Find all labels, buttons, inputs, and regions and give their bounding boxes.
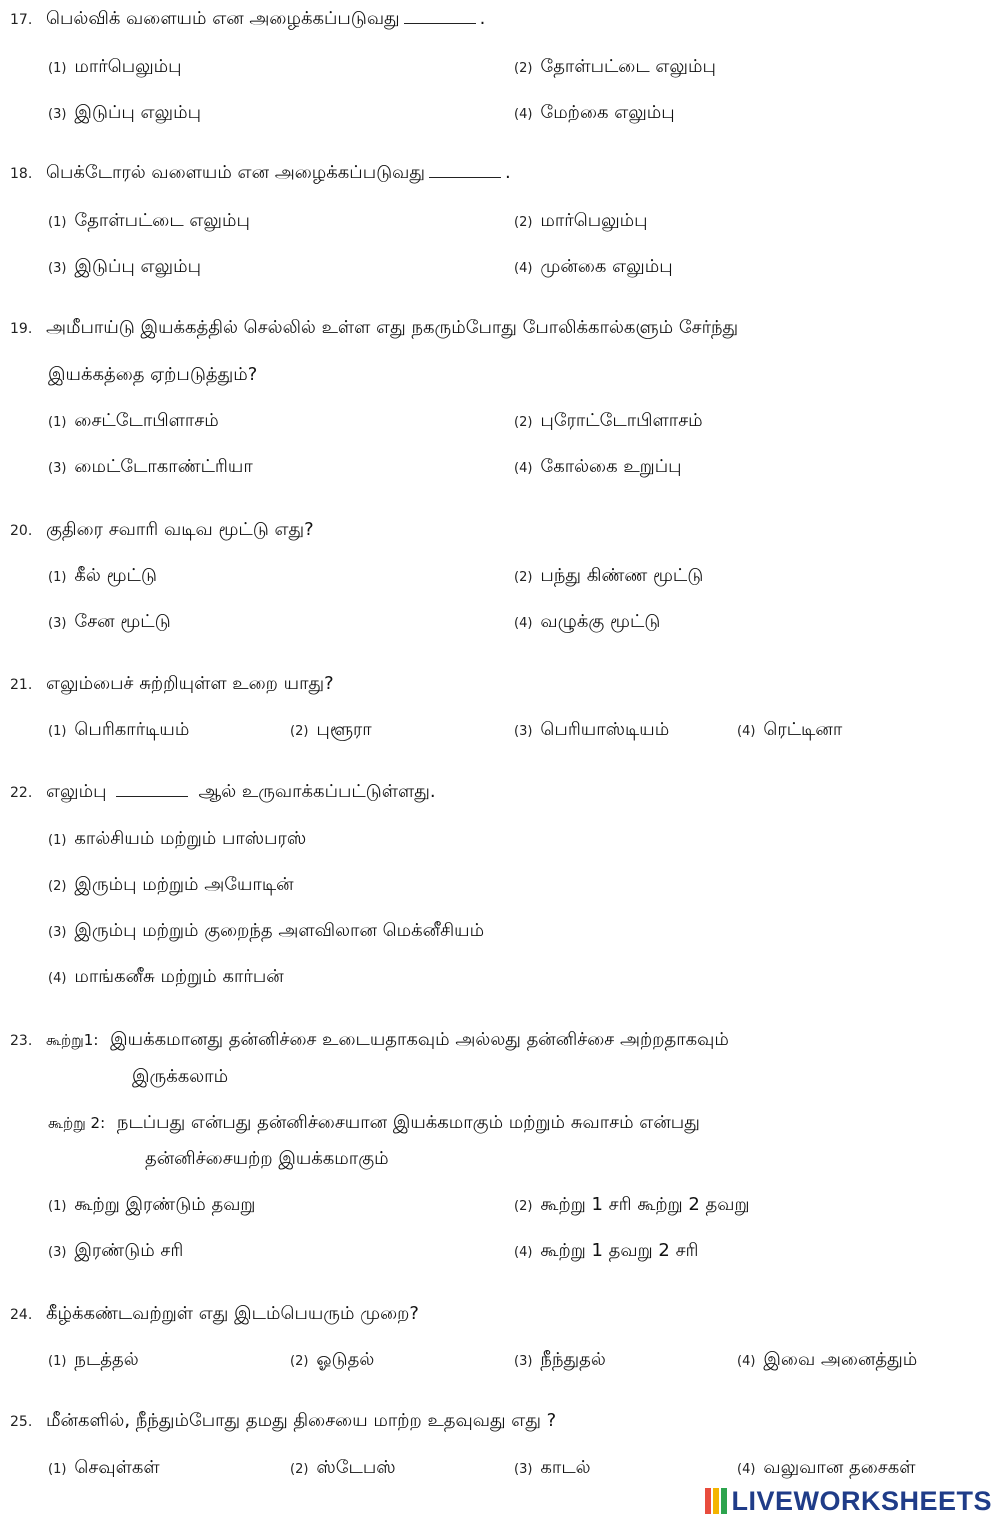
option-text: வழுக்கு மூட்டு: [540, 611, 661, 632]
option-22-3[interactable]: [48, 918, 484, 946]
option-number: (3): [48, 107, 67, 122]
option-number: (4): [737, 724, 756, 739]
question-text-end: .: [479, 8, 486, 29]
option-23-3[interactable]: [48, 1238, 183, 1266]
question-text: எலும்பைச் சுற்றியுள்ள உறை யாது?: [46, 673, 334, 694]
statement-2-text: நடப்பது என்பது தன்னிச்சையான இயக்கமாகும் மற்றும் சுவாசம் என்பது: [116, 1112, 700, 1133]
option-18-2[interactable]: [514, 208, 648, 236]
option-20-4[interactable]: [514, 609, 660, 637]
question-number: 25.: [10, 1414, 33, 1430]
option-text: ஸ்டேபஸ்: [316, 1457, 396, 1478]
option-text: பெரியாஸ்டியம்: [540, 719, 670, 740]
option-text: இரும்பு மற்றும் குறைந்த அளவிலான மெக்னீசியம்: [74, 920, 485, 941]
option-number: (1): [48, 833, 67, 848]
option-24-4[interactable]: [737, 1347, 917, 1375]
option-text: மைட்டோகாண்ட்ரியா: [74, 456, 253, 477]
option-number: (1): [48, 724, 67, 739]
question-24: [10, 1301, 419, 1328]
liveworksheets-watermark[interactable]: [705, 1486, 992, 1516]
statement-2: [48, 1110, 700, 1136]
question-text: குதிரை சவாரி வடிவ மூட்டு எது?: [46, 519, 314, 540]
option-number: (3): [514, 724, 533, 739]
option-text: மாங்கனீசு மற்றும் கார்பன்: [74, 966, 284, 987]
option-25-3[interactable]: [514, 1455, 591, 1483]
option-text: புளூரா: [316, 719, 372, 740]
option-text: பெரிகார்டியம்: [74, 719, 190, 740]
option-text: கால்சியம் மற்றும் பாஸ்பரஸ்: [74, 828, 307, 849]
question-25: [10, 1408, 556, 1435]
option-21-3[interactable]: [514, 717, 669, 745]
question-number: 17.: [10, 12, 33, 28]
watermark-text: LIVEWORKSHEETS: [731, 1485, 992, 1516]
option-text: செவுள்கள்: [74, 1457, 160, 1478]
liveworksheets-logo-icon: [705, 1488, 727, 1514]
option-number: (1): [48, 570, 67, 585]
question-number: 21.: [10, 677, 33, 693]
option-text: பந்து கிண்ண மூட்டு: [540, 565, 704, 586]
question-19-cont: இயக்கத்தை ஏற்படுத்தும்?: [48, 364, 258, 385]
answer-blank[interactable]: [116, 780, 188, 797]
question-number: 22.: [10, 785, 33, 801]
option-text: நடத்தல்: [74, 1349, 139, 1370]
option-text: சேன மூட்டு: [74, 611, 171, 632]
option-17-4[interactable]: [514, 100, 675, 128]
statement-1-text: இயக்கமானது தன்னிச்சை உடையதாகவும் அல்லது தன்னிச்சை அற்றதாகவும்: [110, 1029, 729, 1050]
question-text: எலும்பு: [46, 781, 107, 802]
option-number: (2): [290, 1462, 309, 1477]
option-24-3[interactable]: [514, 1347, 606, 1375]
option-number: (3): [48, 461, 67, 476]
option-text: கீல் மூட்டு: [74, 565, 157, 586]
option-22-2[interactable]: [48, 872, 294, 900]
option-number: (2): [514, 415, 533, 430]
question-18: [10, 160, 511, 187]
statement-2-cont: தன்னிச்சையற்ற இயக்கமாகும்: [145, 1148, 389, 1169]
option-number: (1): [48, 1354, 67, 1369]
option-19-2[interactable]: [514, 408, 703, 436]
question-text: மீன்களில், நீந்தும்போது தமது திசையை மாற்ற உதவுவது எது ?: [46, 1410, 557, 1431]
option-text: கூற்று இரண்டும் தவறு: [74, 1194, 256, 1215]
option-number: (1): [48, 1199, 67, 1214]
option-text: இடுப்பு எலும்பு: [74, 256, 201, 277]
option-text: சைட்டோபிளாசம்: [74, 410, 219, 431]
option-number: (1): [48, 415, 67, 430]
option-20-2[interactable]: [514, 563, 703, 591]
option-number: (3): [48, 925, 67, 940]
option-21-1[interactable]: [48, 717, 189, 745]
option-number: (1): [48, 61, 67, 76]
answer-blank[interactable]: [404, 7, 476, 24]
question-text-end: .: [505, 162, 511, 183]
option-text: மார்பெலும்பு: [74, 56, 182, 77]
question-number: 20.: [10, 523, 33, 539]
option-number: (1): [48, 215, 67, 230]
option-text: புரோட்டோபிளாசம்: [540, 410, 703, 431]
option-23-4[interactable]: [514, 1238, 698, 1266]
option-number: (3): [514, 1462, 533, 1477]
option-text: ரெட்டினா: [763, 719, 843, 740]
option-number: (2): [290, 1354, 309, 1369]
question-21: [10, 671, 334, 698]
option-number: (2): [514, 215, 533, 230]
statement-1-label: கூற்று1:: [46, 1031, 99, 1049]
option-text: தோள்பட்டை எலும்பு: [74, 210, 250, 231]
statement-2-label: கூற்று 2:: [48, 1114, 106, 1132]
option-number: (4): [48, 971, 67, 986]
option-text: நீந்துதல்: [540, 1349, 606, 1370]
question-text-end: ஆல் உருவாக்கப்பட்டுள்ளது.: [198, 781, 436, 802]
option-19-4[interactable]: [514, 454, 682, 482]
option-text: இரண்டும் சரி: [74, 1240, 184, 1261]
option-22-4[interactable]: [48, 964, 284, 992]
option-text: கூற்று 1 சரி கூற்று 2 தவறு: [540, 1194, 750, 1215]
question-number: 18.: [10, 166, 33, 182]
option-24-2[interactable]: [290, 1347, 374, 1375]
option-text: வலுவான தசைகள்: [763, 1457, 916, 1478]
answer-blank[interactable]: [429, 161, 501, 178]
option-21-4[interactable]: [737, 717, 842, 745]
option-text: இரும்பு மற்றும் அயோடின்: [74, 874, 294, 895]
question-17: [10, 6, 485, 33]
option-25-4[interactable]: [737, 1455, 915, 1483]
question-number: 23.: [10, 1033, 33, 1049]
option-25-1[interactable]: [48, 1455, 160, 1483]
question-23: [10, 1027, 729, 1054]
option-number: (2): [290, 724, 309, 739]
option-text: தோள்பட்டை எலும்பு: [540, 56, 716, 77]
option-text: இடுப்பு எலும்பு: [74, 102, 201, 123]
option-text: முன்கை எலும்பு: [540, 256, 673, 277]
option-number: (4): [514, 1245, 533, 1260]
option-number: (2): [48, 879, 67, 894]
option-17-1[interactable]: [48, 54, 182, 82]
option-18-1[interactable]: [48, 208, 250, 236]
option-text: கூற்று 1 தவறு 2 சரி: [540, 1240, 699, 1261]
question-text: அமீபாய்டு இயக்கத்தில் செல்லில் உள்ள எது நகரும்போது போலிக்கால்களும் சேர்ந்து: [46, 317, 739, 338]
option-17-2[interactable]: [514, 54, 716, 82]
option-text: மேற்கை எலும்பு: [540, 102, 675, 123]
option-18-4[interactable]: [514, 254, 673, 282]
statement-1-cont: இருக்கலாம்: [132, 1066, 229, 1087]
option-text: ஓடுதல்: [316, 1349, 375, 1370]
option-text: காடல்: [540, 1457, 591, 1478]
option-number: (2): [514, 570, 533, 585]
option-number: (4): [737, 1462, 756, 1477]
option-24-1[interactable]: [48, 1347, 139, 1375]
option-23-2[interactable]: [514, 1192, 750, 1220]
option-25-2[interactable]: [290, 1455, 396, 1483]
option-number: (4): [514, 616, 533, 631]
option-17-3[interactable]: [48, 100, 201, 128]
option-22-1[interactable]: [48, 826, 306, 854]
question-20: [10, 517, 314, 544]
question-text: பெல்விக் வளையம் என அழைக்கப்படுவது: [46, 8, 400, 29]
option-20-3[interactable]: [48, 609, 171, 637]
option-18-3[interactable]: [48, 254, 201, 282]
option-number: (4): [514, 461, 533, 476]
option-number: (4): [514, 261, 533, 276]
option-23-1[interactable]: [48, 1192, 255, 1220]
option-19-3[interactable]: [48, 454, 253, 482]
option-number: (4): [737, 1354, 756, 1369]
option-21-2[interactable]: [290, 717, 372, 745]
option-text: கோல்கை உறுப்பு: [540, 456, 682, 477]
option-number: (2): [514, 61, 533, 76]
option-text: மார்பெலும்பு: [540, 210, 648, 231]
question-number: 24.: [10, 1307, 33, 1323]
option-20-1[interactable]: [48, 563, 157, 591]
question-text: கீழ்க்கண்டவற்றுள் எது இடம்பெயரும் முறை?: [46, 1303, 419, 1324]
option-number: (4): [514, 107, 533, 122]
option-number: (3): [48, 616, 67, 631]
option-number: (1): [48, 1462, 67, 1477]
option-text: இவை அனைத்தும்: [763, 1349, 918, 1370]
question-19: [10, 315, 738, 342]
option-number: (2): [514, 1199, 533, 1214]
option-number: (3): [48, 261, 67, 276]
question-22: [10, 779, 436, 806]
question-number: 19.: [10, 321, 33, 337]
question-text: பெக்டோரல் வளையம் என அழைக்கப்படுவது: [46, 162, 425, 183]
option-number: (3): [514, 1354, 533, 1369]
option-19-1[interactable]: [48, 408, 219, 436]
option-number: (3): [48, 1245, 67, 1260]
